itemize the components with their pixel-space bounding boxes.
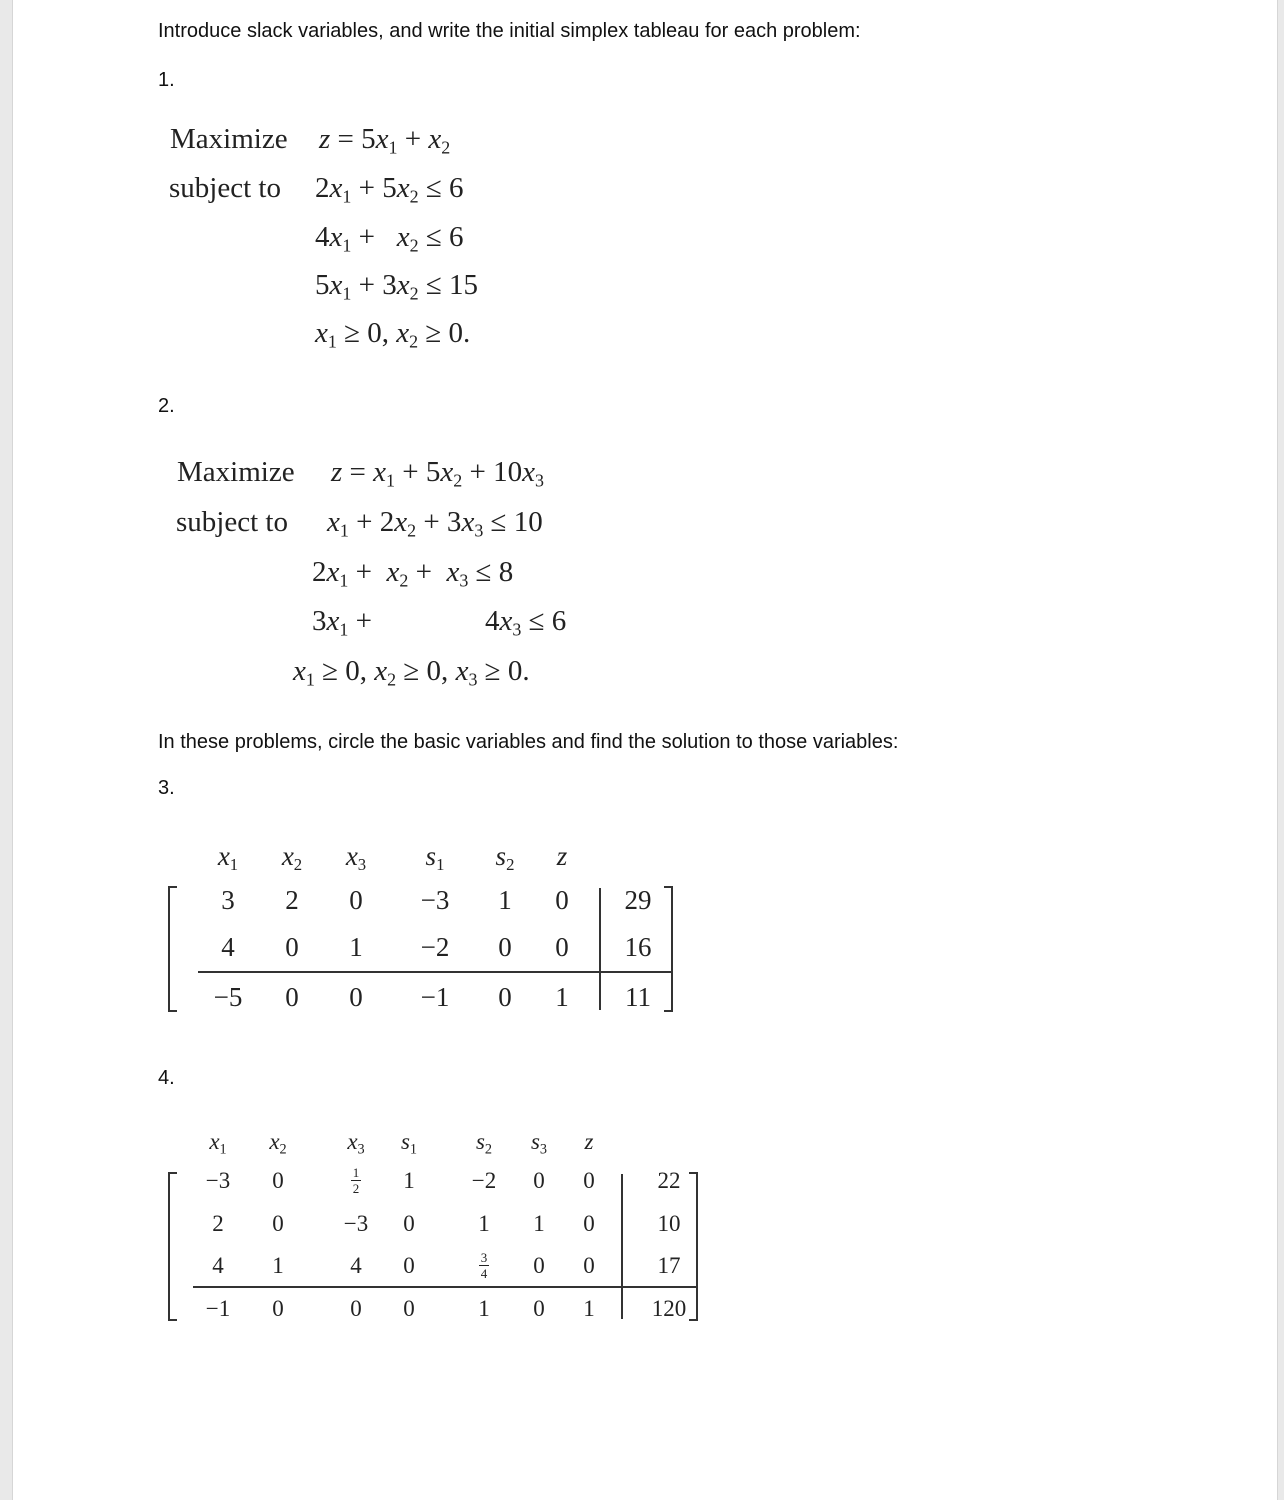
problem-1-number: 1. [158,69,175,91]
augment-divider [621,1174,623,1319]
column-header: $x_1$ [209,1129,227,1158]
tableau-cell: 1 [478,1296,490,1321]
constraint-1: $x_1 + 2x_2 + 3x_3 \le 10$ [327,506,543,541]
tableau-cell: 0 [583,1168,595,1193]
tableau-cell: 4 [350,1253,362,1278]
tableau-cell: 4 [221,932,235,962]
tableau-cell: 1 [533,1211,545,1236]
tableau-cell: 0 [349,982,363,1012]
column-header: z [584,1129,594,1154]
column-header: $x_2$ [281,841,303,875]
fraction-cell: 1 2 [352,1165,360,1196]
objective-function: $z = 5x_1 + x_2$ [319,123,451,158]
maximize-label: Maximize [177,456,295,488]
column-header: $s_2$ [495,841,515,875]
tableau-cell: −3 [420,885,450,915]
tableau-cell: 0 [533,1168,545,1193]
tableau-cell: 0 [350,1296,362,1321]
tableau-cell: 1 [478,1211,490,1236]
tableau-cell: 0 [498,932,512,962]
tableau-cell: 0 [403,1253,415,1278]
constraint-3: $5x_1 + 3x_2 \le 15$ [315,269,478,304]
problem-3-number: 3. [158,777,175,799]
tableau-cell: 0 [272,1296,284,1321]
right-bracket-top [689,1172,698,1174]
column-header: $x_3$ [345,841,367,875]
right-bracket-bottom [689,1319,698,1321]
tableau-cell: 2 [285,885,299,915]
left-bracket [168,886,170,1012]
tableau-cell: 0 [533,1253,545,1278]
tableau-cell: −5 [213,982,243,1012]
tableau-cell: −3 [343,1211,369,1236]
tableau-cell: 0 [285,932,299,962]
nonnegativity-constraint: $x_1 \ge 0$, $x_2 \ge 0$. [315,317,471,352]
tableau-cell: 1 [583,1296,595,1321]
tableau-cell: 0 [583,1211,595,1236]
tableau-cell: 0 [285,982,299,1012]
right-bracket [671,886,673,1012]
column-header: $s_1$ [425,841,445,875]
tableau-cell: 0 [555,885,569,915]
objective-divider [193,1286,696,1288]
constraint-2: $2x_1 + x_2 + x_3 \le 8$ [312,556,514,591]
tableau-cell: 1 [272,1253,284,1278]
constraint-2: $4x_1 + x_2 \le 6$ [315,221,464,256]
left-bracket-top [168,886,177,888]
column-header: $s_3$ [530,1129,548,1158]
tableau-cell: 0 [498,982,512,1012]
tableau-cell: 1 [403,1168,415,1193]
instruction-1: Introduce slack variables, and write the initial simplex tableau for each problem: [158,20,861,42]
column-header: $x_2$ [269,1129,287,1158]
rhs-cell: 22 [657,1168,681,1193]
constraint-3-right: $4x_3 \le 6$ [485,605,567,640]
tableau-cell: 0 [403,1211,415,1236]
column-header: $x_1$ [217,841,239,875]
instruction-2: In these problems, circle the basic variables and find the solution to those variables: [158,731,899,753]
tableau-cell: −2 [471,1168,497,1193]
tableau-cell: 0 [349,885,363,915]
constraint-3-left: $3x_1$ + [312,605,372,640]
right-bracket [696,1172,698,1321]
objective-function: $z = x_1 + 5x_2 + 10x_3$ [331,456,544,491]
problem-4-number: 4. [158,1067,175,1089]
left-bracket [168,1172,170,1321]
tableau-cell: 0 [272,1168,284,1193]
tableau-cell: 1 [498,885,512,915]
nonnegativity-constraint: $x_1 \ge 0$, $x_2 \ge 0$, $x_3 \ge 0$. [293,655,530,690]
augment-divider [599,888,601,1010]
tableau-cell: 3 [221,885,235,915]
problem-2-number: 2. [158,395,175,417]
tableau-cell: 2 [212,1211,224,1236]
tableau-cell: −1 [205,1296,231,1321]
right-bracket-top [664,886,673,888]
tableau-cell: −1 [420,982,450,1012]
column-header: $s_2$ [475,1129,493,1158]
rhs-cell: 10 [657,1211,681,1236]
left-bracket-top [168,1172,177,1174]
document-page [12,0,1278,1500]
tableau-cell: 1 [349,932,363,962]
tableau-cell: 0 [533,1296,545,1321]
left-bracket-bottom [168,1319,177,1321]
right-bracket-bottom [664,1010,673,1012]
subject-to-label: subject to [169,172,281,204]
left-bracket-bottom [168,1010,177,1012]
rhs-cell: 120 [651,1296,687,1321]
tableau-cell: 0 [555,932,569,962]
tableau-cell: 4 [212,1253,224,1278]
rhs-cell: 17 [657,1253,681,1278]
tableau-cell: 1 [555,982,569,1012]
tableau-cell: 0 [403,1296,415,1321]
constraint-1: $2x_1 + 5x_2 \le 6$ [315,172,464,207]
column-header: z [556,841,568,871]
subject-to-label: subject to [176,506,288,538]
objective-divider [198,971,671,973]
rhs-cell: 11 [625,982,651,1012]
fraction-cell: 3 4 [480,1250,488,1281]
rhs-cell: 29 [624,885,652,915]
tableau-cell: −2 [420,932,450,962]
tableau-cell: −3 [205,1168,231,1193]
rhs-cell: 16 [624,932,652,962]
maximize-label: Maximize [170,123,288,155]
tableau-cell: 0 [272,1211,284,1236]
tableau-cell: 0 [583,1253,595,1278]
column-header: $s_1$ [400,1129,418,1158]
column-header: $x_3$ [347,1129,365,1158]
